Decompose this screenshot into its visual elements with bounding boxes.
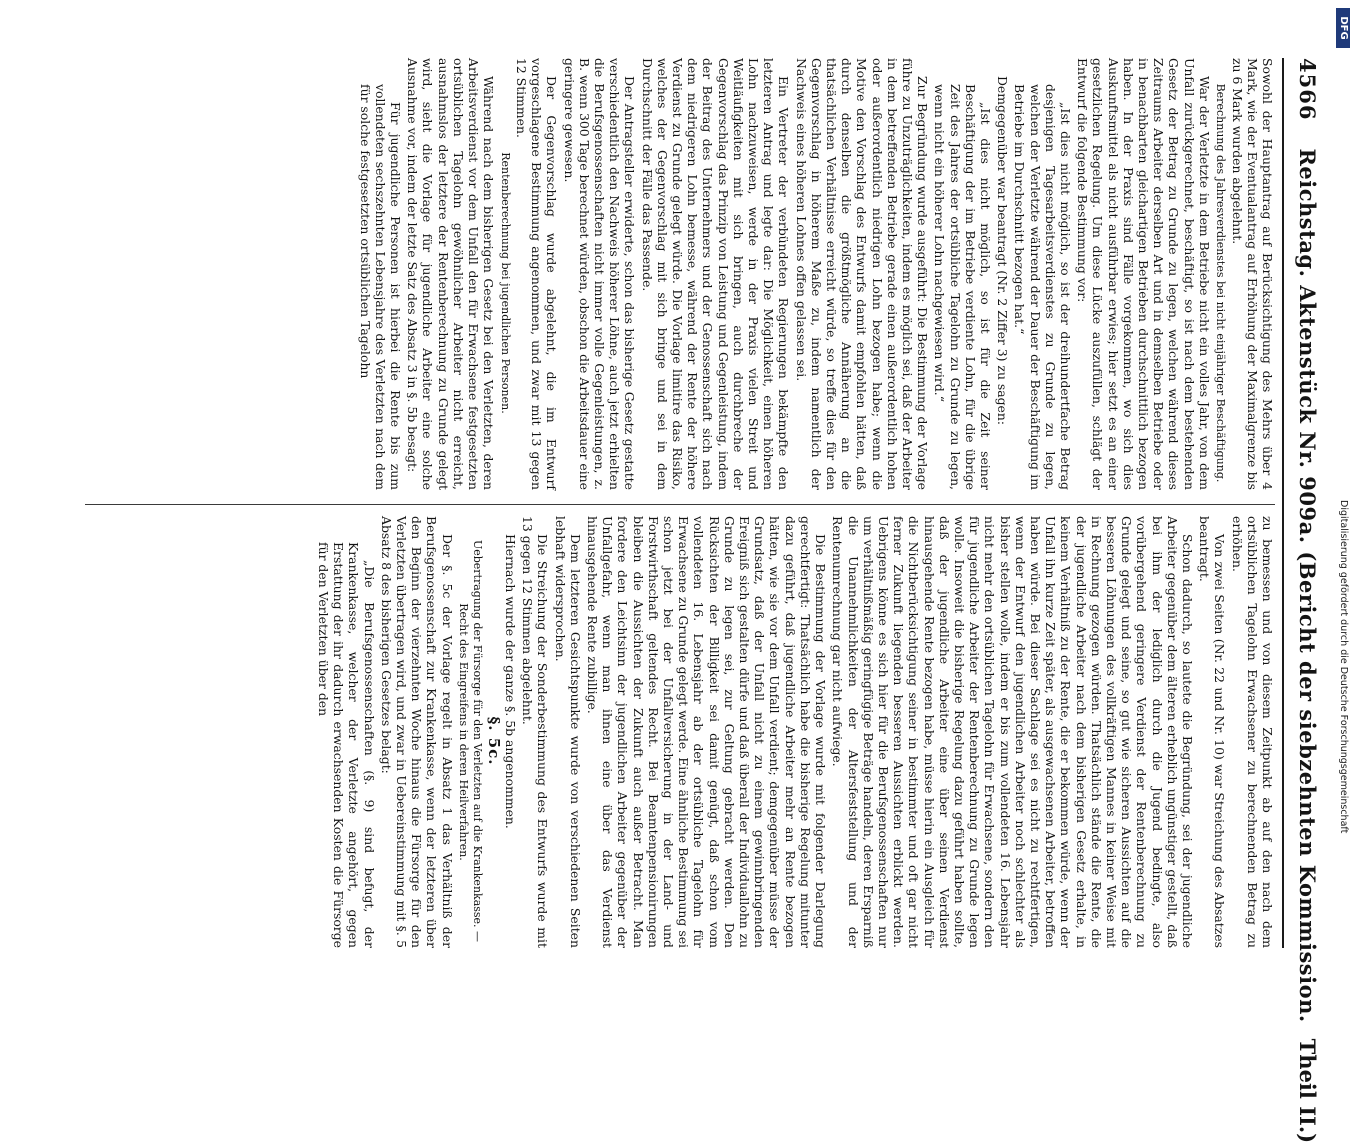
text-column-right	[75, 516, 1275, 948]
paragraph: Hiernach wurde der ganze §. 5b angenommen.	[503, 534, 519, 829]
column-divider	[85, 504, 1275, 505]
dfg-logo	[1336, 8, 1350, 48]
paragraph: Sowohl der Hauptantrag auf Berücksichtigung des Mehrs über 4 Mark, wie der Eventualantrag auf Erhöhung der Maximalgrenze bis zu 6 Mark wurden abgelehnt.	[1229, 58, 1275, 490]
paragraph: Die Streichung der Sonderbestimmung des Entwurfs wurde mit 13 gegen 12 Stimmen abgelehnt.	[520, 516, 551, 948]
paragraph: Ein Vertreter der verbündeten Regierungen bekämpfte den letzteren Antrag und legte dar: Die Möglichkeit, einen höheren Lohn nachzuweisen, werde in der Praxis vielen Streit und Weitläufigkeiten mit sich bringen, auch durchbreche der Gegenvorschlag das Prinzip von Leistung und Gegenleistung, indem der Beitrag des Unternehmers und der Genossenschaft sich nach dem niedrigeren Lohn bemesse, während der Rente der höhere Verdienst zu Grunde gelegt würde. Die Vorlage limitire das Risiko, welches der Gegenvorschlag mit sich bringe und sei in dem Durchschnitt der Fälle das Passende.	[639, 58, 792, 490]
running-title: Reichstag. Aktenstück Nr. 909a. (Bericht der siebzehnten Kommission.	[1295, 148, 1320, 1023]
document-page	[60, 40, 1330, 1143]
text-column-left	[75, 58, 1275, 490]
quoted-provision: Für jugendliche Personen ist hierbei die Rente bis zum vollendeten sechszehnten Lebensjahre des Verletzten nach dem für solche festgesetzten ortsüblichen Tagelohn	[357, 84, 404, 490]
header-rule	[1282, 58, 1284, 948]
paragraph: Zur Begründung wurde ausgeführt: Die Bestimmung der Vorlage führe zu Unzuträglichkeiten, indem es möglich sei, daß der Arbeiter in dem betreffenden Betriebe gerade einen außerordentlich hohen oder außerordentlich niedrigen Lohn bezogen habe; wenn die Motive den Vorschlag des Entwurfs damit empfohlen hätten, daß durch denselben die größtmögliche Annäherung an die thatsächlichen Verhältnisse erreicht würde, so treffe dies für den Gegenvorschlag in höherem Maße zu, indem namentlich der Nachweis eines höheren Lohnes offen gelassen sei.	[793, 58, 931, 490]
section-heading: Berechnung des Jahresverdienstes bei nicht einjähriger Beschäftigung.	[1214, 83, 1228, 483]
scanned-page-sheet	[60, 40, 1330, 1143]
paragraph: Von zwei Seiten (Nr. 22 und Nr. 10) war Streichung des Absatzes beantragt.	[1197, 516, 1228, 948]
paragraph: Der §. 5c der Vorlage regelt in Absatz 1 das Verhältniß der Berufsgenossenschaft zur Krankenkasse, wenn der letzteren über den Beginn der vierzehnten Woche hinaus die Fürsorge für den Verletzten übertragen wird, und zwar in Uebereinstimmung mit §. 5 Absatz 8 des bisherigen Gesetzes belagt:	[378, 516, 455, 948]
paragraph: Der Gegenvorschlag wurde abgelehnt, die im Entwurf vorgeschlagene Bestimmung angenommen, und zwar mit 13 gegen 12 Stimmen.	[513, 58, 560, 490]
quoted-provision: „Die Berufsgenossenschaften (§. 9) sind befugt, der Krankenkasse, welcher der Verletzte angehört, gegen Erstattung der ihr dadurch erwachsenden Kosten die Fürsorge für den Verletzten über den	[316, 542, 377, 948]
paragraph: Dem letzteren Gesichtspunkte wurde von verschiedenen Seiten lebhaft widersprochen.	[552, 516, 583, 948]
section-heading: Rentenberechnung bei jugendlichen Personen.	[498, 152, 512, 414]
digitization-credit-text: Digitalisierung gefördert durch die Deutsche Forschungsgemeinschaft	[1338, 500, 1349, 834]
digitization-credit	[1336, 500, 1350, 980]
paragraph: Die Bestimmung der Vorlage wurde mit folgender Darlegung gerechtfertigt: Thatsächlich habe die bisherige Regelung mitunter dazu geführt, daß jugendliche Arbeiter mehr an Rente bezogen hätten, wie sie vor dem Unfall verdient; demgegenüber müsse der Grundsatz, daß der Unfall nicht zu einem gewinnbringenden Ereigniß sich gestalten dürfe und daß überall der Individuallohn zu Grunde zu legen sei, zur Geltung gebracht werden. Den Rücksichten der Billigkeit sei damit genügt, daß schon vom vollendeten 16. Lebensjahr ab der ortsübliche Tagelohn für Erwachsene zu Grunde gelegt werde. Eine ähnliche Bestimmung sei schon jetzt bei der Unfallversicherung in der Land- und Forstwirthschaft geltendes Recht. Bei Beamtenpensionirungen bleiben die Aussichten der Zukunft auch außer Betracht. Man fordere den Leichtsinn der jugendlichen Arbeiter gegenüber der Unfallgefahr, wenn man ihnen eine über das Verdienst hinausgehende Rente zubillige.	[585, 516, 829, 948]
page-number: 4566	[1295, 58, 1320, 121]
running-part: Theil II.)	[1295, 1038, 1320, 1143]
paragraph: zu bemessen und von diesem Zeitpunkt ab auf den nach dem ortsüblichen Tagelohn Erwachsener zu berechnenden Betrag zu erhöhen.	[1229, 516, 1275, 948]
paragraph: Demgegenüber war beantragt (Nr. 2 Ziffer 3) zu sagen:	[995, 76, 1011, 426]
paragraph: Schon dadurch, so lautete die Begründung, sei der jugendliche Arbeiter gegenüber dem älteren erheblich ungünstiger gestellt, daß bei ihm der lediglich durch die Jugend bedingte, also vorübergehend geringere Verdienst der Rentenberechnung zu Grunde gelegt und seine, so gut wie sicheren Aussichten auf die besseren Löhnungen des vollkräftigen Mannes in keiner Weise mit in Rechnung gezogen würden. Thatsächlich stände die Rente, die der jugendliche Arbeiter nach dem bisherigen Gesetz erhalte, in keinem Verhältniß zu der Rente, die er bekommen würde, wenn der Unfall ihn kurze Zeit später, als ausgewachsenen Arbeiter, betroffen haben würde. Bei dieser Sachlage sei es nicht zu rechtfertigen, wenn der Entwurf den jugendlichen Arbeiter noch schlechter als bisher stellen wolle, indem er bis zum vollendeten 16. Lebensjahr nicht mehr den ortsüblichen Tagelohn für Erwachsene, sondern den für jugendliche Arbeiter der Rentenberechnung zu Grunde legen wolle. Insoweit die bisherige Regelung dazu geführt haben sollte, daß der jugendliche Arbeiter eine über seinen Verdienst hinausgehende Rente bezogen habe, müsse hierin ein Ausgleich für die Nichtberücksichtigung seiner in bestimmter und oft gar nicht ferner Zukunft liegenden besseren Aussichten erblickt werden. Uebrigens könne es sich hier für die Berufsgenossenschaften nur um verhältnißmäßig geringfügige Beträge handeln, deren Ersparniß die Unannehmlichkeiten der Altersfeststellung und der Rentenumrechnung gar nicht aufwiege.	[830, 516, 1195, 949]
quoted-provision: „Ist dies nicht möglich, so ist für die Zeit seiner Beschäftigung der im Betriebe verdiente Lohn, für die übrige Zeit des Jahres der ortsübliche Tagelohn zu Grunde zu legen, wenn nicht ein höherer Lohn nachgewiesen wird.“	[932, 84, 994, 490]
section-number: §. 5c.	[484, 716, 503, 766]
paragraph: War der Verletzte in dem Betriebe nicht ein volles Jahr, von dem Unfall zurückgerechnet, beschäftigt, so ist nach dem bestehenden Gesetz der Betrag zu Grunde zu legen, welchen während dieses Zeitraums Arbeiter derselben Art und in demselben Betriebe oder in benachbarten gleichartigen Betrieben durchschnittlich bezogen haben. In der Praxis sind Fälle vorgekommen, wo sich dies Auskunftsmittel als nicht ausführbar erwies; hier setzt es an einer gesetzlichen Regelung. Um diese Lücke auszufüllen, schlägt der Entwurf die folgende Bestimmung vor:	[1075, 58, 1212, 490]
section-heading: Uebertragung der Fürsorge für den Verletzten auf die Krankenkasse. — Recht des Eingreifens in deren Heilverfahren.	[457, 539, 484, 943]
page-header	[1286, 58, 1320, 1143]
quoted-provision: „Ist dies nicht möglich, so ist der dreihundertfache Betrag desjenigen Tagesarbeitsverdienstes zu Grunde zu legen, welchen der Verletzte während der Dauer der Beschäftigung im Betriebe im Durchschnitt bezogen hat.“	[1012, 84, 1074, 490]
paragraph: Der Antragsteller erwiderte, schon das bisherige Gesetz gestatte verschiedentlich den Nachweis höherer Löhne, auch jetzt erhielten die Berufsgenossenschaften nicht immer volle Gegenleistungen, z. B. wenn 300 Tage berechnet würden, obschon die Arbeitsdauer eine geringere gewesen.	[561, 58, 638, 490]
dfg-logo-text: DFG	[1338, 16, 1349, 40]
paragraph: Während nach dem bisherigen Gesetz bei den Verletzten, deren Arbeitsverdienst vor dem Unfall den für Erwachsene festgesetzten ortsüblichen Tagelohn gewöhnlicher Arbeiter nicht erreicht, ausnahmslos der letztere der Rentenberechnung zu Grunde gelegt wird, sieht die Vorlage für jugendliche Arbeiter eine solche Ausnahme vor, indem der letzte Satz des Absatz 3 in §. 5b besagt:	[405, 58, 497, 490]
